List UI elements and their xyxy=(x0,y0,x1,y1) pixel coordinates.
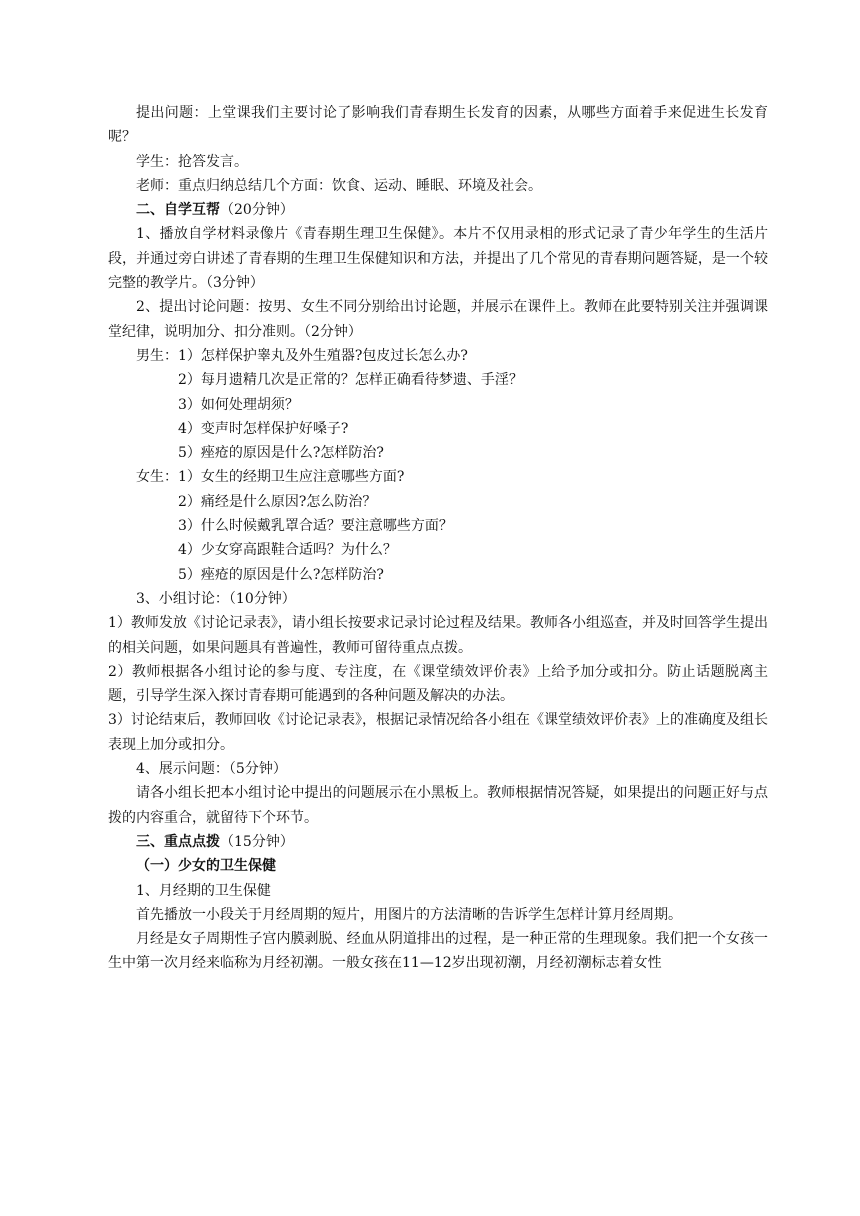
boys-label: 男生： xyxy=(136,347,178,364)
section3-para2: 月经是女子周期性子宫内膜剥脱、经血从阴道排出的过程，是一种正常的生理现象。我们把一个女孩一生中第一次月经来临称为月经初潮。一般女孩在11—12岁出现初潮，月经初潮标志着女性 xyxy=(108,931,768,972)
section2-item3: 3、小组讨论：（10分钟） xyxy=(136,590,296,607)
intro-question: 提出问题：上堂课我们主要讨论了影响我们青春期生长发育的因素，从哪些方面着手来促进生长发育呢？ xyxy=(108,105,768,146)
section2-item3-2: 2）教师根据各小组讨论的参与度、专注度，在《课堂绩效评价表》上给予加分或扣分。防止话题脱离主题，引导学生深入探讨青春期可能遇到的各种问题及解决的办法。 xyxy=(108,663,768,705)
boys-questions xyxy=(108,344,768,465)
girls-label: 女生： xyxy=(136,469,178,486)
section3-heading xyxy=(108,830,768,854)
girls-questions xyxy=(108,465,768,586)
section3-title: 三、重点点拨 xyxy=(136,833,220,850)
boys-question-4: 4）变声时怎样保护好嗓子? xyxy=(178,420,349,437)
boys-question-3: 3）如何处理胡须？ xyxy=(178,396,299,413)
section2-item4-text: 请各小组长把本小组讨论中提出的问题展示在小黑板上。教师根据情况答疑，如果提出的问题正好与点拨的内容重合，就留待下个环节。 xyxy=(108,785,768,826)
section2-item1: 1、播放自学材料录像片《青春期生理卫生保健》。本片不仅用录相的形式记录了青少年学生的生活片段，并通过旁白讲述了青春期的生理卫生保健知识和方法，并提出了几个常见的青春期问题答疑，是一个较完整的教学片。（3分钟） xyxy=(108,226,768,292)
boys-question-1 xyxy=(108,344,768,368)
section2-time: （20分钟） xyxy=(220,202,294,219)
intro-student: 学生：抢答发言。 xyxy=(136,153,248,170)
section2-item2: 2、提出讨论问题：按男、女生不同分别给出讨论题，并展示在课件上。教师在此要特别关注并强调课堂纪律，说明加分、扣分准则。（2分钟） xyxy=(108,299,768,340)
section3-sub1-item1: 1、月经期的卫生保健 xyxy=(136,882,271,899)
girls-question-4: 4）少女穿高跟鞋合适吗？为什么？ xyxy=(178,542,397,559)
girls-question-2: 2）痛经是什么原因?怎么防治？ xyxy=(178,493,377,510)
section2-title: 二、自学互帮 xyxy=(136,202,220,219)
boys-question-5: 5）痤疮的原因是什么?怎样防治? xyxy=(178,445,384,462)
section2-heading xyxy=(108,198,768,222)
girls-question-5: 5）痤疮的原因是什么?怎样防治? xyxy=(178,566,384,583)
boys-question-1-text: 1）怎样保护睾丸及外生殖器?包皮过长怎么办? xyxy=(178,347,468,364)
boys-question-2: 2）每月遗精几次是正常的？怎样正确看待梦遗、手淫？ xyxy=(178,372,523,389)
section2-item3-3: 3）讨论结束后，教师回收《讨论记录表》，根据记录情况给各小组在《课堂绩效评价表》上的准确度及组长表现上加分或扣分。 xyxy=(108,712,768,753)
section2-item4: 4、展示问题：（5分钟） xyxy=(136,761,287,778)
girls-question-1-text: 1）女生的经期卫生应注意哪些方面? xyxy=(178,469,405,486)
section3-sub1: （一）少女的卫生保健 xyxy=(136,858,276,875)
girls-question-1 xyxy=(108,465,768,489)
section2-item3-1: 1）教师发放《讨论记录表》，请小组长按要求记录讨论过程及结果。教师各小组巡查，并及时回答学生提出的相关问题，如果问题具有普遍性，教师可留待重点点拨。 xyxy=(108,615,768,656)
girls-question-3: 3）什么时候戴乳罩合适？要注意哪些方面？ xyxy=(178,518,453,535)
intro-teacher: 老师：重点归纳总结几个方面：饮食、运动、睡眠、环境及社会。 xyxy=(136,177,542,194)
section3-time: （15分钟） xyxy=(220,833,294,850)
section3-para1: 首先播放一小段关于月经周期的短片，用图片的方法清晰的告诉学生怎样计算月经周期。 xyxy=(136,906,682,923)
